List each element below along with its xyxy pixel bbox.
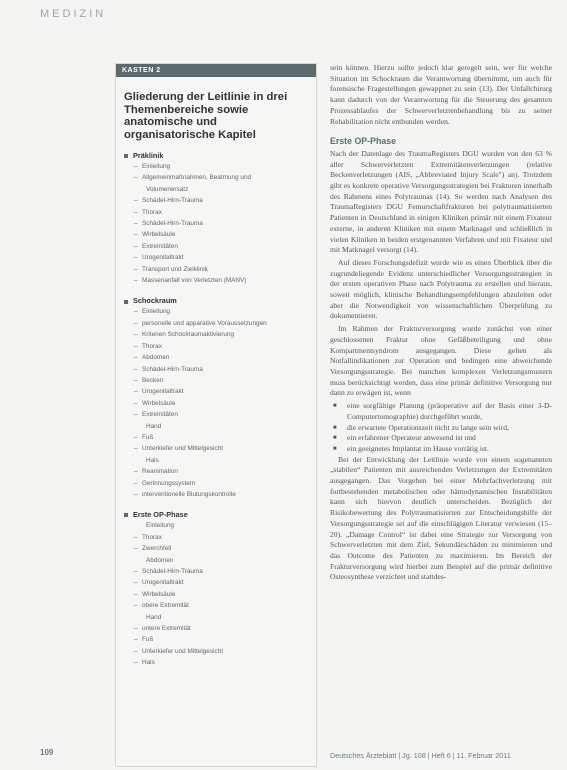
list-item-text: Allgemeinmaßnahmen, Beatmung und xyxy=(142,174,252,182)
list-item-text: Einleitung xyxy=(142,163,171,170)
dash-icon: – xyxy=(134,354,138,362)
box-list-item xyxy=(124,623,316,634)
box-group-title xyxy=(124,151,316,161)
box-list-item xyxy=(124,421,316,432)
box-list-item xyxy=(124,409,316,420)
box-list-item xyxy=(124,207,316,218)
dash-icon: – xyxy=(134,659,138,667)
box-list-item xyxy=(124,386,316,397)
dash-icon: – xyxy=(134,445,138,453)
dash-icon: – xyxy=(134,490,138,498)
list-item-text: Hals xyxy=(146,456,159,464)
box-list-item xyxy=(124,478,316,489)
list-item-text: untere Extremität xyxy=(142,625,191,633)
paragraph: Bei der Entwicklung der Leitlinie wurde von einem sogenannten „stabilen“ Patienten mit ausreichenden Verletzungen der Extremitäten ausgegangen. Das Vorgehen bei einer Mehrfachverletzung mit fortbestehenden metabolischen oder hämodynamischen Instabilitäten kann sich hiervon deutlich unterscheiden. Bezüglich der Risikobewertung des Polytraumatisierten zur Entscheidungshilfe der Versorgungsstrategie sei auf die einschlägigen Literatur verwiesen (15–20). „Damage Control“ ist dabei eine Strategie zur Versorgung von Schwerverletzten mit dem Ziel, Sekundärschäden zu minimieren und das Outcome des Patienten zu maximieren. Im Bereich der Frakturversorgung wird hierbei zum Beispiel auf die primär definitive Osteosynthese verzichtet und stattdes- xyxy=(330,454,552,582)
list-item-text: Wirbelsäule xyxy=(142,399,176,407)
dash-icon: – xyxy=(134,468,138,476)
box-list-item xyxy=(124,489,316,500)
list-item-text: Kriterien Schockraumaktivierung xyxy=(142,331,234,339)
box-list-item xyxy=(124,657,316,668)
dash-icon: – xyxy=(134,411,138,419)
list-item-text: Schädel-Hirn-Trauma xyxy=(142,220,203,228)
group-title-text: Erste OP-Phase xyxy=(133,510,188,520)
list-item-text: Thorax xyxy=(142,533,162,541)
box-list-item xyxy=(124,398,316,409)
dash-icon: – xyxy=(134,197,138,205)
box-list-item xyxy=(124,264,316,275)
paragraph: sein können. Hierzu sollte jedoch klar geregelt sein, wer für welche Situation im Schockraum die Verantwortung übernimmt, um auch für forensische Fragestellungen gewappnet zu sein (13). Der Unfallchirurg kann dadurch von der Verantwortung für die Steuerung des gesamten Prozessablaufes der Schwerverletztenbehandlung bis zu seiner Rehabilitation nicht entbunden werden. xyxy=(330,63,552,126)
dash-icon: – xyxy=(134,625,138,633)
list-item-text: Reanimation xyxy=(142,468,178,476)
box-group xyxy=(124,296,316,500)
dash-icon: – xyxy=(134,208,138,216)
list-item-text: Schädel-Hirn-Trauma xyxy=(142,568,203,575)
list-item-text: Massenanfall von Verletzten (MANV) xyxy=(142,277,247,285)
list-item-text: Extremitäten xyxy=(142,242,178,250)
list-item-text: Thorax xyxy=(142,342,162,350)
list-item-text: Hand xyxy=(146,613,162,621)
section-label: MEDIZIN xyxy=(40,8,107,20)
box-group xyxy=(124,510,316,668)
box-list-item xyxy=(124,566,316,577)
dash-icon: – xyxy=(134,220,138,228)
dash-icon: – xyxy=(134,231,138,239)
paragraph: Auf dieses Forschungsdefizit wurde wie es einen Überblick über die zugrundeliegende Evidenz unterschiedlicher Versorgungsstrategien in der ersten operativen Phase nach Polytrauma zu erstellen und hieraus, soweit möglich, klinische Behandlungsempfehlungen abzuleiten oder aber die Notwendigkeit von wissenschaftlichen Überprüfung zu dokumentieren. xyxy=(330,257,552,321)
group-title-text: Schockraum xyxy=(133,296,177,306)
box-list-item xyxy=(124,161,316,172)
list-item-text: Unterkiefer und Mittelgesicht xyxy=(142,445,223,453)
dash-icon: – xyxy=(134,479,138,487)
box-list-item xyxy=(124,520,316,531)
dash-icon: – xyxy=(134,388,138,396)
list-item-text: obere Extremität xyxy=(142,602,189,610)
box-list-item xyxy=(124,318,316,329)
article-column xyxy=(330,63,552,585)
group-title-text: Präklinik xyxy=(133,151,164,160)
dash-icon: – xyxy=(134,545,138,553)
list-item-text: Urogenitaltrakt xyxy=(142,579,184,587)
box-group-title xyxy=(124,510,316,520)
list-item-text: Abdomen xyxy=(146,556,174,564)
bullet-item: ■ die erwartete Operationszeit nicht zu lange sein wird, xyxy=(343,423,552,434)
box-list-item xyxy=(124,532,316,543)
info-box-header: KASTEN 2 xyxy=(116,64,316,77)
list-item-text: personelle und apparative Voraussetzungen xyxy=(142,319,267,327)
dash-icon: – xyxy=(134,568,138,575)
box-list-item xyxy=(124,341,316,352)
list-item-text: interventionelle Blutungskontrolle xyxy=(142,490,236,498)
square-bullet-icon xyxy=(124,513,128,517)
square-bullet-icon xyxy=(124,300,128,304)
dash-icon: – xyxy=(134,254,138,262)
bullet-item: ■ ein geeignetes Implantat im Hause vorrätig ist. xyxy=(343,444,552,455)
section-heading: Erste OP-Phase xyxy=(330,136,397,147)
box-list-item xyxy=(124,329,316,340)
dash-icon: – xyxy=(134,342,138,350)
list-item-text: Schädel-Hirn-Trauma xyxy=(142,197,203,205)
list-item-text: Hals xyxy=(142,659,155,667)
page-number: 109 xyxy=(40,748,54,757)
box-group xyxy=(124,151,316,286)
box-list-item xyxy=(124,589,316,600)
dash-icon: – xyxy=(134,242,138,250)
box-list-item xyxy=(124,443,316,454)
dash-icon: – xyxy=(134,647,138,655)
dash-icon: – xyxy=(134,163,138,170)
list-item-text: Becken xyxy=(142,376,164,384)
box-list-item xyxy=(124,432,316,443)
info-box-title: Gliederung der Leitlinie in drei Themenbereiche sowie anatomische und organisatorische Kapitel xyxy=(124,91,288,141)
bullet-item: ■ ein erfahrener Operateur anwesend ist und xyxy=(343,433,552,444)
dash-icon: – xyxy=(134,319,138,327)
dash-icon: – xyxy=(134,365,138,373)
list-item-text: Wirbelsäule xyxy=(142,231,176,239)
list-item-text: Urogenitaltrakt xyxy=(142,254,184,262)
journal-reference: Deutsches Ärzteblatt | Jg. 108 | Heft 6 | 11. Februar 2011 xyxy=(330,751,511,760)
info-box xyxy=(115,63,317,767)
dash-icon: – xyxy=(134,636,138,644)
box-list-item xyxy=(124,375,316,386)
box-list-item xyxy=(124,229,316,240)
box-list-item xyxy=(124,195,316,206)
dash-icon: – xyxy=(134,579,138,587)
list-item-text: Volumenersatz xyxy=(146,185,189,193)
bullet-list xyxy=(330,401,552,455)
box-list-item xyxy=(124,600,316,611)
list-item-text: Gerinnungssystem xyxy=(142,479,196,487)
dash-icon: – xyxy=(134,265,138,273)
box-list-item xyxy=(124,646,316,657)
dash-icon: – xyxy=(134,277,138,285)
box-list-item xyxy=(124,555,316,566)
dash-icon: – xyxy=(134,533,138,541)
paragraph: Im Rahmen der Frakturversorgung wurde zunächst von einer geschlossenen Fraktur ohne Gefäßbeteiligung und ohne Kompartmentsyndrom ausgegangen. Diese gelten als Notfallindikationen zur Operation und bedingen eine abweichende Versorgungsstrategie. Bei manchen komplexen Verletzungsmustern muss berücksichtigt werden, dass eine primär definitive Versorgung nur dann zu erwägen ist, wenn xyxy=(330,324,552,398)
list-item-text: Einleitung xyxy=(146,522,175,530)
dash-icon: – xyxy=(134,433,138,441)
list-item-text: Transport und Zielklinik xyxy=(142,265,208,273)
bullet-item: ■ eine sorgfältige Planung (präoperative auf der Basis einer 3-D-Computertomographie) durchgeführt wurde, xyxy=(343,401,552,422)
list-item-text: Abdomen xyxy=(142,354,170,362)
dash-icon: – xyxy=(134,602,138,610)
box-list-item xyxy=(124,275,316,286)
list-item-text: Einleitung xyxy=(142,308,171,316)
box-list-item xyxy=(124,252,316,263)
list-item-text: Hand xyxy=(146,422,162,430)
box-list-item xyxy=(124,218,316,229)
box-group-title xyxy=(124,296,316,306)
list-item-text: Schädel-Hirn-Trauma xyxy=(142,365,203,373)
box-list-item xyxy=(124,577,316,588)
dash-icon: – xyxy=(134,376,138,384)
box-list-item xyxy=(124,306,316,317)
box-list-item xyxy=(124,172,316,183)
box-list-item xyxy=(124,466,316,477)
paragraph: Nach der Datenlage des TraumaRegisters DGU wurden von den 63 % aller Schwerverletzten Extremitätenverletzungen (relative Beckenverletzungen (AIS, „Abbreviated Injury Scale") an). Trotzdem gibt es konkrete operative Versorgungsstrategien bei Frakturen innerhalb des Rahmens eines Polytraumas (14). So werden nach Analysen des TraumaRegisters DGU Femurschaftfrakturen bei polytraumatisierten Patienten in Deutschland in einigen Kliniken primär mit einem Fixateur externe, in anderen Kliniken mit einem Marknagel und schließlich in vielen Kliniken in beiden erstgenannten Verfahren und mit Fixateur und mit Marknagel versorgt (14). xyxy=(330,148,552,255)
box-list-item xyxy=(124,241,316,252)
list-item-text: Fuß xyxy=(142,636,154,644)
list-item-text: Urogenitaltrakt xyxy=(142,388,184,396)
list-item-text: Unterkiefer und Mittelgesicht xyxy=(142,647,223,655)
dash-icon: – xyxy=(134,399,138,407)
box-list-item xyxy=(124,352,316,363)
list-item-text: Wirbelsäule xyxy=(142,590,176,598)
dash-icon: – xyxy=(134,174,138,182)
dash-icon: – xyxy=(134,331,138,339)
list-item-text: Fuß xyxy=(142,433,154,441)
list-item-text: Extremitäten xyxy=(142,411,178,419)
box-list-item xyxy=(124,634,316,645)
box-list-item xyxy=(124,364,316,375)
square-bullet-icon xyxy=(124,154,128,158)
list-item-text: Thorax xyxy=(142,208,162,216)
box-list-item xyxy=(124,184,316,195)
dash-icon: – xyxy=(134,590,138,598)
dash-icon: – xyxy=(134,308,138,316)
box-list-item xyxy=(124,455,316,466)
box-list-item xyxy=(124,543,316,554)
box-list-item xyxy=(124,612,316,623)
list-item-text: Zwerchfell xyxy=(142,545,172,553)
info-box-groups xyxy=(116,151,316,669)
